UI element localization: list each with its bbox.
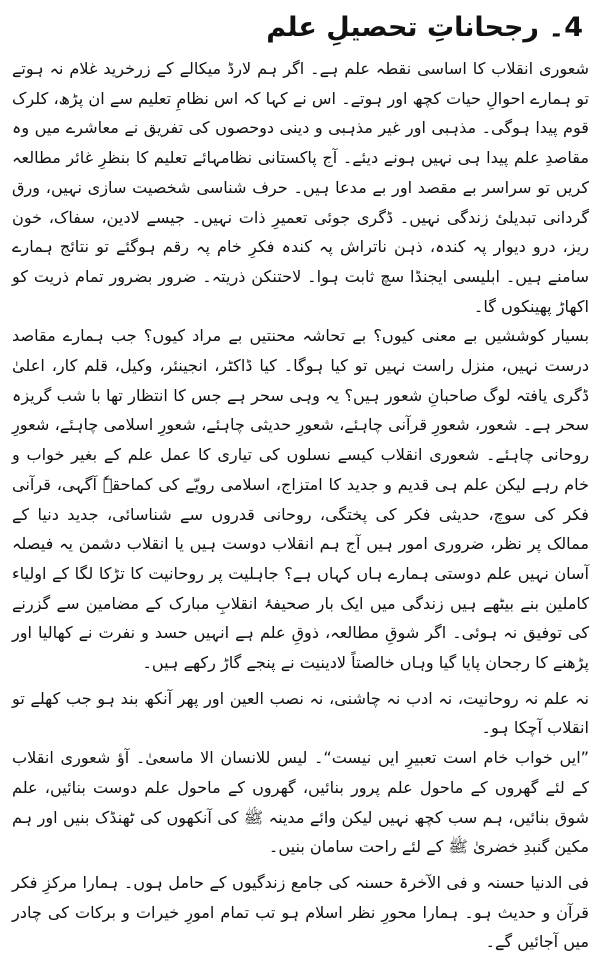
paragraph-4: ”ایں خواب خام است تعبیرِ ایں نیست“۔ لیس للانسان الا ماسعیٰ۔ آؤ شعوری انقلاب کے لئے گھروں کے ماحول علم پرور بنائیں، گھروں کے ماحول علم دوست بنائیں، علم شوق بنائیں، ہم سب کچھ نہیں لیکن وائے مدینہ ﷺ کی آنکھوں کی ٹھنڈک بنیں اور ہم مکین گنبدِ خضریٰ ﷺ کے لئے راحت سامان بنیں۔ [12, 748, 589, 857]
section-heading: 4۔ رجحاناتِ تحصیلِ علم [266, 12, 583, 43]
paragraph-3: نہ علم نہ روحانیت، نہ ادب نہ چاشنی، نہ نصب العین اور پھر آنکھ بند ہو جب کھلے تو انقلاب آچکا ہو۔ [12, 688, 589, 738]
paragraph-2: بسیار کوششیں بے معنی کیوں؟ بے تحاشہ محنتیں بے مراد کیوں؟ جب ہمارے مقاصد درست نہیں، منزل راست نہیں تو کیا ہوگا۔ کیا ڈاکٹر، انجینئر، وکیل، قلم کار، اعلیٰ ڈگری یافتہ لوگ صاحبانِ شعور ہیں؟ یہ وہی سحر ہے جس کا انتظار تھا با شب گریزہ سحر ہے۔ شعور، شعورِ قرآنی چاہئے، شعورِ حدیثی چاہئے، شعورِ اسلامی چاہئے، شعورِ روحانی چاہئے۔ شعوری انقلاب کیسے نسلوں کی تیاری کا عمل علم کے بغیر خواب و خام رہے لیکن علم ہی قدیم و جدید کا امتزاج، اسلامی رویّے کی کماحقہٗ آگہی، قرآنی فکر کی سوچ، حدیثی فکر کی پختگی، روحانی قدروں سے شناسائی، جدید دنیا کے ممالک پر نظر، ضروری امور ہیں آج ہم انقلاب دوست ہیں یا انقلاب دشمن یہ فیصلہ آسان نہیں علم دوستی ہمارے ہاں کہاں ہے؟ جاہلیت پر روحانیت کا تڑکا لگا کے اولیاء کاملین بنے بیٹھے ہیں زندگی میں ایک بار صحیفۂ انقلابِ مبارک کے مضامین سے گزرنے کی توفیق نہ ہوئی۔ اگر شوقِ مطالعہ، ذوقِ علم ہے انہیں حسد و نفرت نے کھالیا اور پڑھنے کا رجحان پایا گیا وہاں خالصتاً لادینیت نے پنجے گاڑ رکھے ہیں۔ [12, 326, 589, 673]
paragraph-1: شعوری انقلاب کا اساسی نقطہ علم ہے۔ اگر ہم لارڈ میکالے کے زرخرید غلام نہ ہوتے تو ہمارے احوالِ حیات کچھ اور ہوتے۔ اس نے کہا کہ اس نظامِ تعلیم سے ان پڑھ، کلرک قوم پیدا ہوگی۔ مذہبی اور غیر مذہبی و دینی دوحصوں کی تفریق نے معاشرے میں وہ مقاصدِ علم پیدا ہی نہیں ہونے دیئے۔ آج پاکستانی نظامہائے تعلیم کا بنظرِ غائر مطالعہ کریں تو سراسر بے مقصد اور بے مدعا ہیں۔ حرف شناسی شخصیت سازی نہیں، ورق گردانی تبدیلیٔ زندگی نہیں۔ ڈگری جوئی تعمیرِ ذات نہیں۔ جیسے لادین، سفاک، خون ریز، درو دیوار پہ کندہ، ذہن ناتراش پہ کندہ فکرِ خام پہ رقم ہوگئے تو نتائج ہمارے سامنے ہیں۔ ابلیسی ایجنڈا سچ ثابت ہوا۔ لاحتنکن ذریتہ۔ ضرور بضرور تمام ذریت کو اکھاڑ پھینکوں گا۔ [12, 59, 589, 316]
paragraph-5: فی الدنیا حسنہ و فی الآخرۃ حسنہ کی جامع زندگیوں کے حامل ہوں۔ ہمارا مرکزِ فکر قرآن و حدیث ہو۔ ہمارا محورِ نظر اسلام ہو تب تمام امورِ خیرات و برکات کی چادر میں آجائیں گے۔ [12, 872, 589, 952]
